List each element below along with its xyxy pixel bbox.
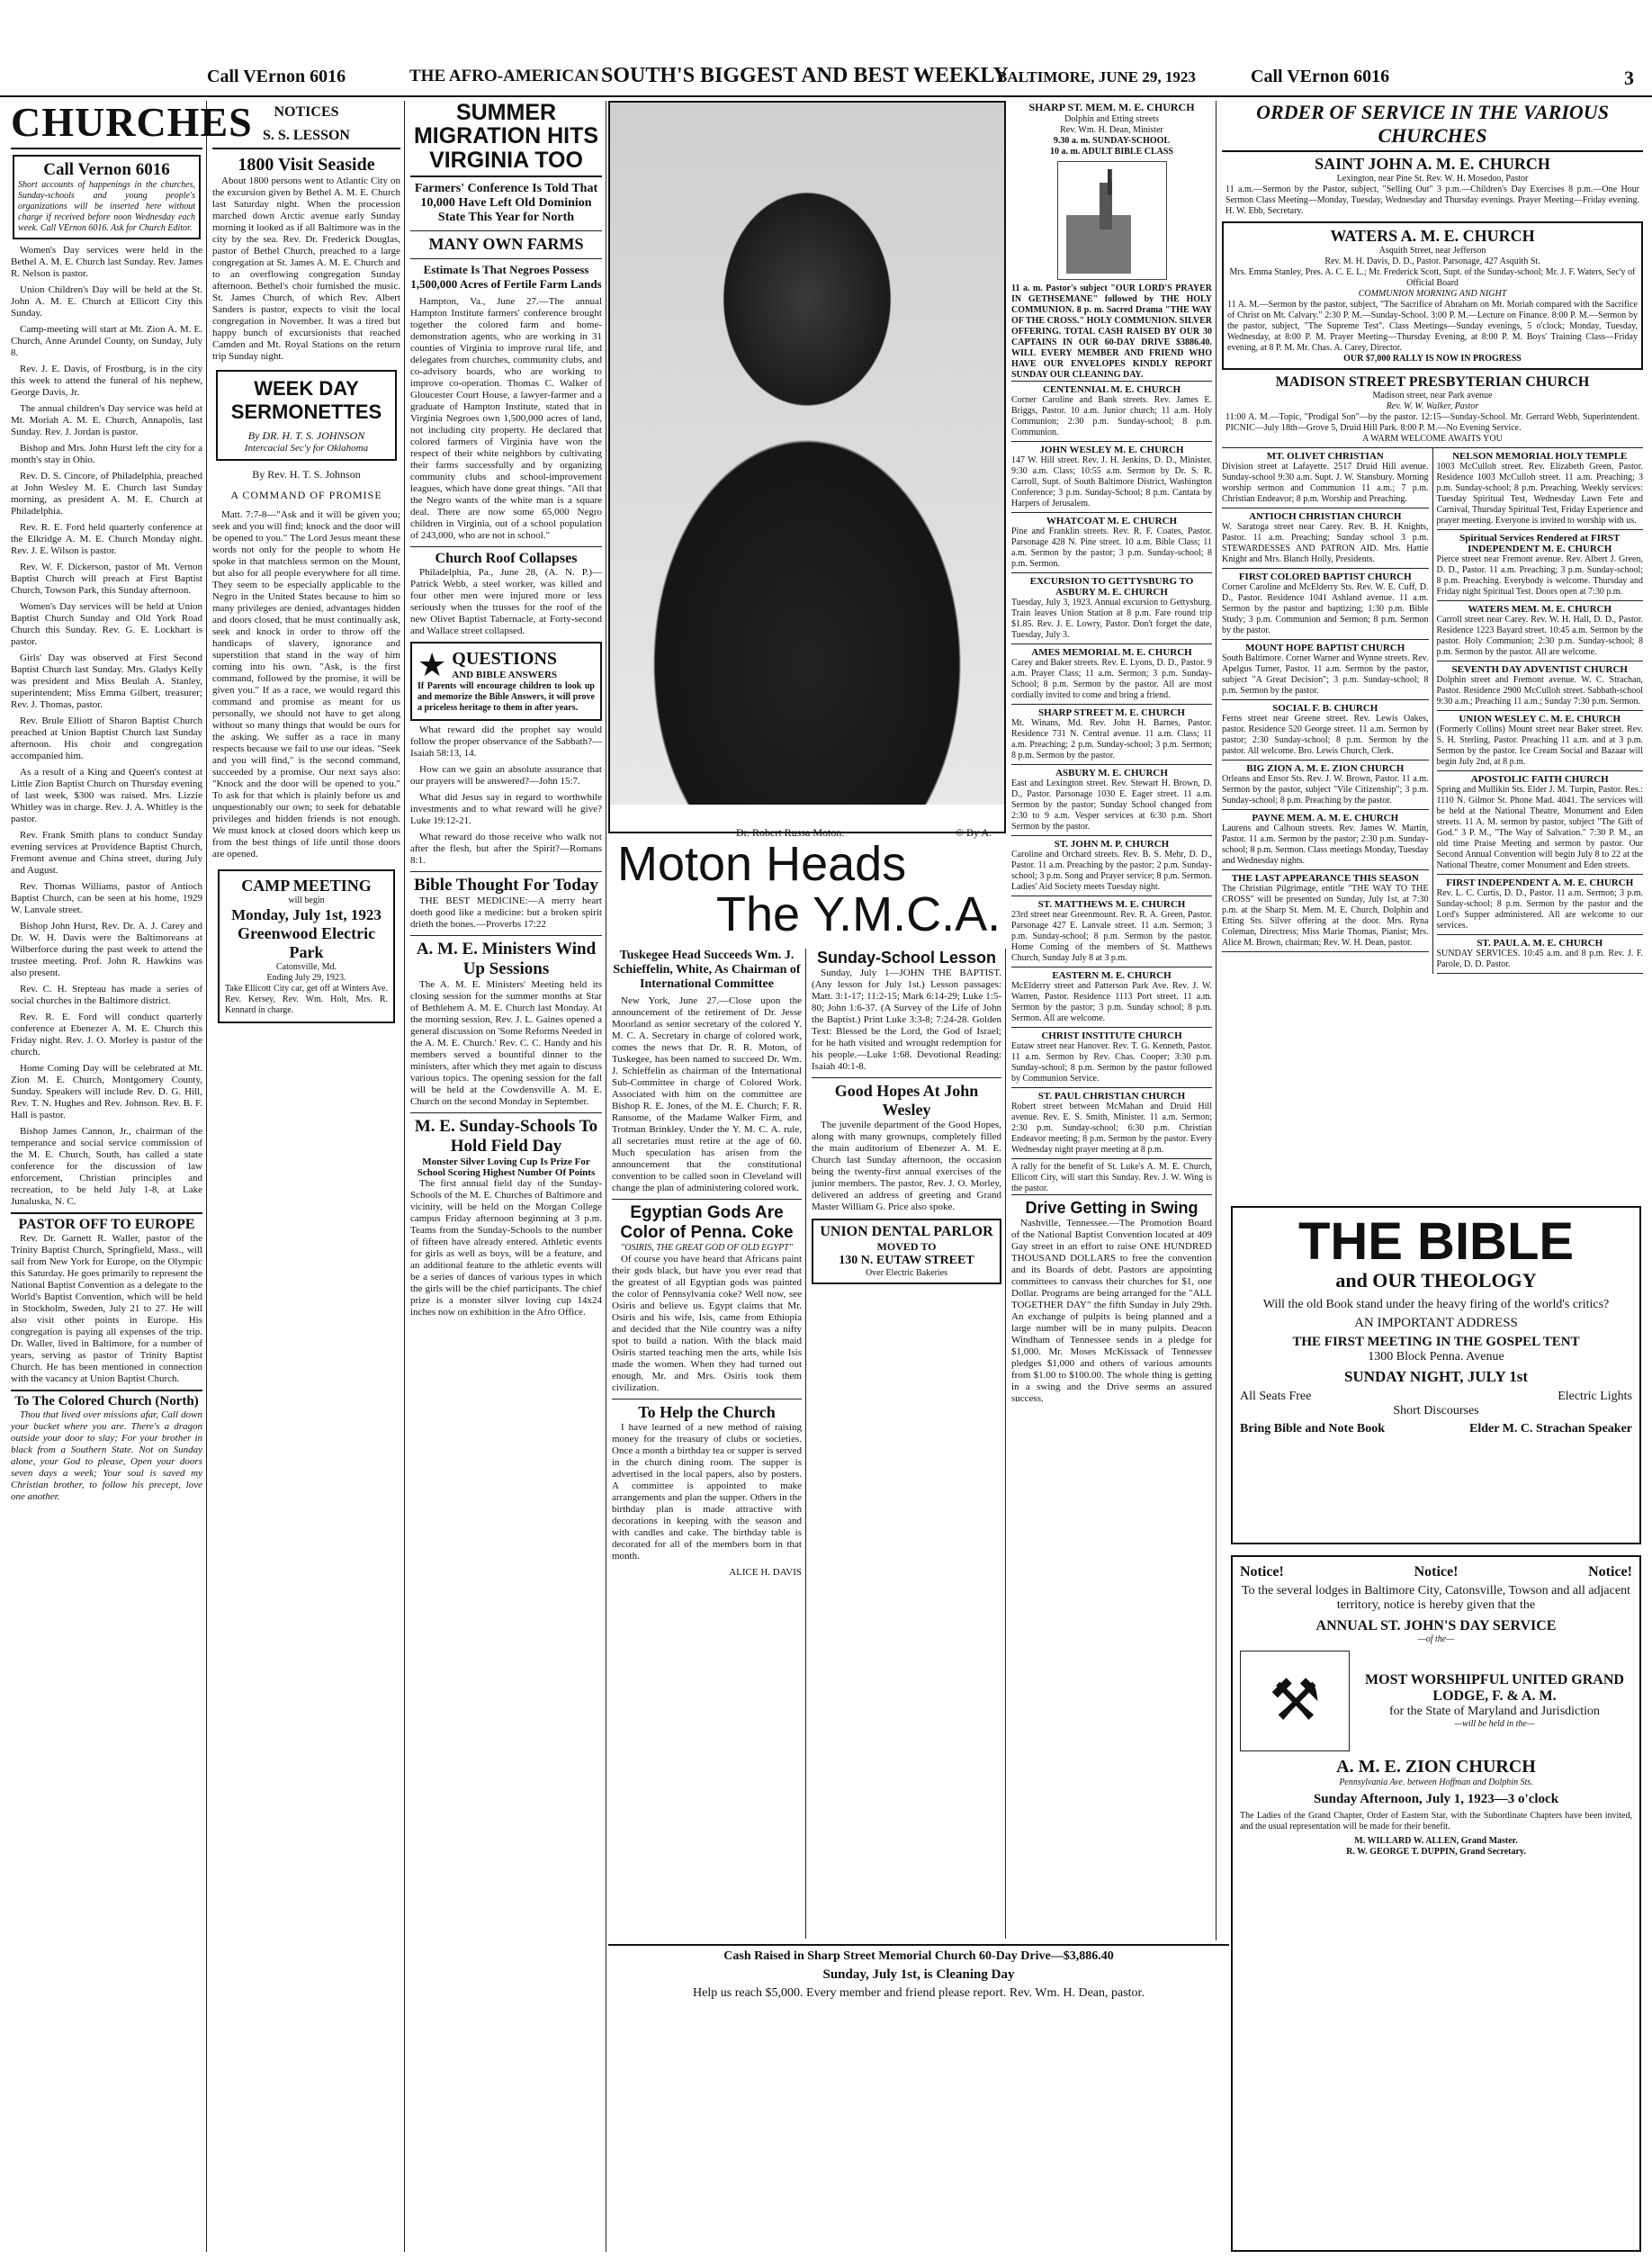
directory-column: [1008, 101, 1217, 1940]
cash-line2: Sunday, July 1st, is Cleaning Day: [822, 1967, 1015, 1982]
order-entry: [1222, 760, 1429, 810]
order-entry: [1222, 569, 1429, 640]
lesson-label: S. S. LESSON: [263, 128, 350, 143]
st-john-name: SAINT JOHN A. M. E. CHURCH: [1315, 155, 1550, 173]
sermonettes-box: [216, 370, 397, 461]
directory-entry-text: Carey and Baker streets. Rev. E. Lyons, D. D., Pastor. 9 a.m. Prayer Class; 11 a.m. Sermon; 3 p.m. Sunday-School; 8 p.m. Sermon by the pastor. All are most cordially invited to come and bring a friend.: [1011, 658, 1212, 700]
moton-body: [612, 995, 802, 1194]
order-entry: [1437, 448, 1644, 530]
notice-state: for the State of Maryland and Jurisdiction: [1388, 1705, 1601, 1718]
church-notice-item: Rev. Thomas Williams, pastor of Antioch Baptist Church, can be seen at his home, 1929 W. Lanvale street.: [11, 881, 202, 916]
directory-entry: [1011, 764, 1212, 835]
questions-title: QUESTIONS: [452, 649, 558, 670]
bible-ad-row2: [1240, 1422, 1632, 1436]
directory-entry-name: CHRIST INSTITUTE CHURCH: [1041, 1030, 1182, 1041]
migration-paragraph: Hampton, Va., June 27.—The annual Hampton Institute farmers' conference brought together the colored farm and home-demonstration agents, who are working in 31 counties of Virginia to improve rural life, and delegates from churches, community clubs, and co-advisory boards, who are working to improve co-operation. Thomas C. Walker of Gloucester Court House, a lawyer-farmer and a graduate of Hampton Institute, stated that in Virginia Negroes own 1,500,000 acres of land, not including city property. He declared that colored farmers of Virginia have won the respect of their white neighbors by cultivating their farms successfully and by organizing community clubs and school-improvement leagues, which have done great things. "All that the Negro wants of the white man is a square deal. There are now some 65,000 Negro children in Virginia, out of a school population of 243,000, who are not in school.": [410, 295, 602, 541]
lodge-notice-ad: [1231, 1555, 1641, 2252]
st-lukes-notice: A rally for the benefit of St. Luke's A. M. E. Church, Ellicott City, will start this Sunday. Rev. J. W. Wing is the pastor.: [1011, 1158, 1212, 1194]
church-notice-item: Rev. Brule Elliott of Sharon Baptist Church preached at Union Baptist Church last Sunday afternoon. His choir and congregation accompanied him.: [11, 716, 202, 762]
egypt-sub: "OSIRIS, THE GREAT GOD OF OLD EGYPT": [621, 1243, 793, 1253]
directory-entry-text: Corner Caroline and Bank streets. Rev. James E. Briggs, Pastor. 10 a.m. Junior church; 11 a.m. Holy Communion; 2:30 p.m. Sunday-school; 8 p.m. Communion.: [1011, 395, 1212, 437]
moton-title-line2: The Y.M.C.A.: [716, 887, 1001, 941]
bible-ad-row1: [1240, 1390, 1632, 1404]
order-entry-text: Spring and Mullikin Sts. Elder J. M. Turpin, Pastor. Res.: 1110 N. Gilmor St. Phone Mad. 4041. The services will be held at the National Theatre, Monument and Eden streets. 11 A. M. sermon by pastor, subject "The Gift of God." 3 P. M., "The Way of Salvation." 7:30 P. M., an old time Praise Meeting and sermon by pastor. Our Second Annual Convention will begin July 8 to 22 at the National Theatre, corner Monument and Eden streets.: [1436, 785, 1643, 870]
waters-rally: OUR $7,000 RALLY IS NOW IN PROGRESS: [1343, 354, 1522, 364]
camp-meeting-ad: [218, 869, 395, 1023]
order-entry-name: MT. OLIVET CHRISTIAN: [1266, 451, 1384, 462]
order-entry-text: The Christian Pilgrimage, entitle "THE WAY TO THE CROSS" will be presented on Sunday, July 1st, at 7:30 p.m. at the Sharp St. Mem. M. E. Church, Dolphin and Etting Sts. Silver offering at the door. Mrs. Ryna Coleman, Directress; Miss Marie Thomas, Pianist; Mrs. Alice M. Brown, chairman; Rev. W. H. Dean, pastor.: [1222, 884, 1429, 948]
europe-paragraph: Rev. Dr. Garnett R. Waller, pastor of the Trinity Baptist Church, Springfield, Mass., will sail from New York for Europe, on the Olympic this Saturday. He goes primarily to represent the National Baptist Convention as a delegate to the World's Baptist Convention, which will be held in Stockholm, Sweden, July 21 to 27. He will also visit other points in Europe. His congregation is paying all expenses of the trip. Dr. Waller, lived in Baltimore, for a number of years, serving as pastor of Trinity Baptist Church. He has been mentioned in connection with the vacancy at Union Baptist Church.: [11, 1233, 202, 1385]
directory-entry: [1011, 381, 1212, 441]
call-box-text: Short accounts of happenings in the churches, Sunday-schools and young people's organizations will be inserted here without charge if received before noon Wednesday each week. Call VErnon 6016. Ask for Church Editor.: [18, 180, 195, 234]
help-church-title: To Help the Church: [612, 1399, 802, 1422]
st-john-address: Lexington, near Pine St. Rev. W. H. Mosedoo, Pastor: [1336, 174, 1529, 184]
directory-entry-text: Caroline and Orchard streets. Rev. B. S. Mehr, D. D., Pastor. 11 a.m. Preaching by the pastor; 2 p.m. Sunday-school; 3 p.m. Song and Prayer service; 8 p.m. Sermon. Ladies' Aid Society meets Tuesday night.: [1011, 850, 1212, 892]
masthead-paper: THE AFRO-AMERICAN: [409, 67, 599, 86]
sermonettes-sub: Intercacial Sec'y for Oklahoma: [244, 443, 369, 454]
thought-body: [410, 896, 602, 931]
moton-portrait: [610, 103, 1004, 805]
directory-entry: [1011, 572, 1212, 644]
churches-header: [11, 99, 253, 149]
bible-ad-bring: Bring Bible and Note Book: [1240, 1422, 1386, 1436]
poem-title: To The Colored Church (North): [11, 1390, 202, 1409]
masthead-dateline: BALTIMORE, JUNE 29, 1923: [997, 68, 1196, 86]
bible-ad-place: 1300 Block Penna. Avenue: [1368, 1350, 1504, 1364]
church-notice-item: Rev. J. E. Davis, of Frostburg, is in the city this week to attend the funeral of his nephew, George Davis, Jr.: [11, 364, 202, 399]
sharp-street-pastor: Rev. Wm. H. Dean, Minister: [1060, 125, 1163, 135]
notice-event: ANNUAL ST. JOHN'S DAY SERVICE: [1315, 1618, 1557, 1634]
camp-title: CAMP MEETING: [241, 877, 372, 895]
notice-header-center: Notice!: [1414, 1564, 1459, 1580]
order-entry: [1222, 640, 1429, 700]
masonic-emblem-icon: ⚒: [1240, 1651, 1350, 1751]
notice-text: To the several lodges in Baltimore City, Catonsville, Towson and all adjacent territory, notice is hereby given that the: [1242, 1584, 1630, 1612]
bible-ad-short: Short Discourses: [1393, 1404, 1479, 1418]
waters-address: Asquith Street, near Jefferson: [1378, 246, 1486, 256]
notice-when: Sunday Afternoon, July 1, 1923—3 o'clock: [1313, 1792, 1559, 1806]
camp-town: Catonsville, Md.: [276, 962, 337, 972]
lesson-column: [808, 949, 1006, 1939]
church-notice-item: Union Children's Day will be held at the St. John A. M. E. Church at Ellicott City this Sunday.: [11, 284, 202, 320]
union-dental-sub: Over Electric Bakeries: [865, 1268, 948, 1278]
bible-ad-time: SUNDAY NIGHT, JULY 1st: [1343, 1368, 1529, 1385]
order-entry: [1222, 700, 1429, 760]
order-entry-text: Pierce street near Fremont avenue. Rev. Albert J. Green, D. D., Pastor. 11 a.m. Preaching; 3 p.m. Sunday-school; 8 p.m. Preaching. Everybody is welcome. Thursday and Friday night Spiritual Test. Doors open at 7:30 p.m.: [1436, 554, 1643, 597]
directory-entry-text: East and Lexington street. Rev. Stewart H. Brown, D. D., Pastor. Parsonage 1030 E. Eager street. 11 a.m. Sermon by the pastor; Sunday School changed from 2:30 to 9 a.m. Vesper services at 6:30 p.m. Short Sermon by the pastor.: [1011, 778, 1212, 832]
camp-place: Greenwood Electric Park: [237, 924, 376, 961]
egypt-paragraph: Of course you have heard that Africans paint their gods black, but have you ever read that the greatest of all Egyptian gods was painted the color of Pennsylvania coke? Well now, see Osiris and believe us. Egypt claims that Mr. Osiris and his wife, Isis, came from Ethiopia and decided that the Nile country was a nifty spot to build a nation. With the black maid Osiris started teaching men the arts, while Isis made the women. When they had turned out enough, Mr. and Mrs. Osiris took them civilization.: [612, 1254, 802, 1393]
directory-entry: [1011, 644, 1212, 704]
sunday-lesson-body: [812, 968, 1001, 1073]
me-sunday-deck: Monster Silver Loving Cup Is Prize For School Scoring Highest Number Of Points: [417, 1156, 596, 1178]
order-two-columns: [1222, 448, 1643, 974]
camp-text: Take Ellicott City car, get off at Winters Ave. Rev. Kersey, Rev. Wm. Holt, Mrs. R. Kennard in charge.: [225, 984, 388, 1015]
sermonettes-heading: A COMMAND OF PROMISE: [230, 489, 382, 501]
sharp-street-sunday: 9.30 a. m. SUNDAY-SCHOOL: [1053, 136, 1171, 146]
church-notice-item: Bishop James Cannon, Jr., chairman of the temperance and social service commission of the M. E. Church, South, has called a state conference for the discussion of law enforcement, Christian principles and recreation, to be held July 1-8, at Lake Junaluska, N. C.: [11, 1126, 202, 1208]
order-entry-text: Corner Caroline and McElderry Sts. Rev. W. E. Cuff, D. D., Pastor. Residence 1041 Ashland avenue. 11 a.m. Sermon by the pastor and baptizing; 1:30 p.m. Bible Study; 3 p.m. Communion and Sermon; 8 p.m. Sermon by the pastor.: [1222, 582, 1429, 635]
directory-entry-name: EXCURSION TO GETTYSBURG TO ASBURY M. E. CHURCH: [1029, 576, 1194, 598]
directory-entry-text: 147 W. Hill street. Rev. J. H. Jenkins, D. D., Minister. 9:30 a.m. Class; 10:55 a.m. Sermon by Dr. S. R. Carroll, Supt. of South Baltimore District, Washington Conference; 3 p.m. Sunday-School; 8 p.m. Cantata by Harpers of Jerusalem.: [1011, 455, 1212, 508]
church-notice-item: Home Coming Day will be celebrated at Mt. Zion M. E. Church, Montgomery County, Sunday. Speakers will include Rev. D. G. Hill, Rev. T. N. Hughes and Rev. Johnson. Rev. B. F. Hall is pastor.: [11, 1063, 202, 1121]
church-notice-list: [11, 245, 202, 1208]
sunday-lesson-title: Sunday-School Lesson: [816, 949, 997, 967]
notices-label: NOTICES: [274, 104, 339, 120]
union-dental-ad: [812, 1219, 1001, 1284]
madison-address: Madison street, near Park avenue: [1372, 391, 1493, 400]
order-entry: [1222, 448, 1429, 508]
masthead-phone-right: Call VErnon 6016: [1251, 67, 1390, 86]
notice-church: A. M. E. ZION CHURCH: [1336, 1757, 1536, 1777]
masthead-slogan: SOUTH'S BIGGEST AND BEST WEEKLY: [601, 64, 1009, 87]
order-entry: [1437, 935, 1644, 974]
visit-body: [212, 176, 400, 363]
directory-entry-text: 23rd street near Greenmount. Rev. R. A. Green, Pastor. Parsonage 427 E. Lanvale street. 11 a.m. Sermon; 3 p.m. Sunday-school; 8 p.m. Sermon by the pastor. Home Coming of the members of St. Matthews Church, Sunday July 8 at 3 p.m.: [1011, 910, 1212, 963]
bible-ad-speaker: Elder M. C. Strachan Speaker: [1469, 1422, 1632, 1436]
church-directory-list: [1011, 381, 1212, 1158]
notice-header-left: Notice!: [1240, 1564, 1284, 1580]
me-sunday-title: M. E. Sunday-Schools To Hold Field Day: [410, 1112, 602, 1156]
notice-location: Pennsylvania Ave. between Hoffman and Dolphin Sts.: [1339, 1778, 1533, 1787]
order-left-list: [1222, 448, 1433, 974]
order-entry-name: NELSON MEMORIAL HOLY TEMPLE: [1452, 451, 1628, 462]
order-entry-text: Rev. L. C. Curtis, D. D., Pastor. 11 a.m. Sermon; 3 p.m. Sunday-school; 8 p.m. Sermon by the pastor and the Lord's Supper administered. All are welcome to our services.: [1436, 888, 1643, 931]
order-entry: [1437, 530, 1644, 601]
bible-ad-meeting: THE FIRST MEETING IN THE GOSPEL TENT: [1292, 1335, 1580, 1349]
ame-ministers-paragraph: The A. M. E. Ministers' Meeting held its closing session for the summer months at Star of Bethlehem A. M. E. Church last Monday. At the morning session, Rev. J. L. Gaines opened a general discussion on 'Some Reforms Needed in the A. M. E. Church.' Rev. C. C. Handy and his members served a bountiful dinner to the ministers, after which they met again to discuss various topics. The opening session for the fall will be held at the Cowdensville A. M. E. Church on the second Monday in September.: [410, 978, 602, 1107]
order-entry-text: 1003 McCulloh street. Rev. Elizabeth Green, Pastor. Residence 1003 McCulloh street. 11 a.m. Preaching; 3 p.m. Sunday-school; 8 p.m. Preaching. Weekly services: Tuesday Spiritual Test, Wednesday Lawn Fete and Carnival, Thursday Spiritual Test, Friday Experience and prayer meeting. Everyone is invited to worship with us.: [1436, 462, 1643, 526]
order-entry-name: APOSTOLIC FAITH CHURCH: [1470, 774, 1609, 785]
question-4: What reward do those receive who walk not after the flesh, but after the Spirit?—Romans 8:1.: [410, 831, 602, 866]
sharp-street-address: Dolphin and Etting streets: [1064, 114, 1159, 124]
migration-deck2: MANY OWN FARMS: [410, 230, 602, 254]
drive-body: [1011, 1218, 1212, 1405]
order-entry-text: W. Saratoga street near Carey. Rev. B. H. Knights, Pastor. 11 a.m. Preaching; Sunday school 3 p.m. STEWARDESSES AND PATRON AID. Mrs. Hattie Knight and Mrs. Blanch Holly, Presidents.: [1222, 522, 1429, 564]
order-entry-name: SOCIAL F. B. CHURCH: [1272, 703, 1378, 714]
notice-header-row: [1240, 1564, 1632, 1580]
order-entry-name: THE LAST APPEARANCE THIS SEASON: [1231, 873, 1419, 884]
sharp-street-adult: 10 a. m. ADULT BIBLE CLASS: [1050, 147, 1173, 157]
waters-pastor: Rev. M. H. Davis, D. D., Pastor. Parsonage, 427 Asquith St.: [1324, 256, 1540, 266]
roof-title: Church Roof Collapses: [410, 546, 602, 567]
directory-entry-name: ST. JOHN M. P. CHURCH: [1054, 839, 1170, 850]
thought-paragraph: THE BEST MEDICINE:—A merry heart doeth good like a medicine: but a broken spirit drieth the bones.—Proverbs 17:22: [410, 895, 602, 930]
visit-paragraph: About 1800 persons went to Atlantic City on the excursion given by Bethel A. M. E. Church last Saturday night. When the procession marched down Arctic avenue early Sunday morning it looked as if all Baltimore was in the city by the sea. Rev. Dr. Frederick Douglas, pastor of Bethel Church, preached to a large congregation at St. James A. M. E. Church and to an overflowing congregation Sunday afternoon. Bethel's choir furnished the music. St. James Church, of which Rev. Albert Sanders is pastor, expects to visit the local congregation in November. It was a tired but happy bunch of excursionists that reached Camden and Mt. Royal Stations on the return trip Sunday night.: [212, 176, 400, 362]
waters-officers: Mrs. Emma Stanley, Pres. A. C. E. L.; Mr. Frederick Scott, Supt. of the Sunday-school; Mr. J. F. Waters, Sec'y of Official Board: [1229, 267, 1636, 288]
directory-entry-name: ST. MATTHEWS M. E. CHURCH: [1037, 899, 1186, 910]
directory-entry-text: Tuesday, July 3, 1923. Annual excursion to Gettysburg. Train leaves Union Station at 8 p.m. Fare round trip $1.85. Rev. J. E. Lowry, Pastor. Don't forget the date, Tuesday, July 3.: [1011, 598, 1212, 640]
waters-ame: [1222, 221, 1643, 370]
church-notice-item: Bishop John Hurst, Rev. Dr. A. J. Carey and Dr. W. H. Davis were the Baltimoreans at Wilberforce during the past week to attend the trustee meeting. Prof. John R. Hawkins was also present.: [11, 921, 202, 979]
order-entry-text: South Baltimore. Corner Warner and Wynne streets. Rev. Apelgus Turner, Pastor. 11 a.m. Sermon by the pastor, subject "A Great Decision"; 3 p.m. Sunday-school; 8 p.m. Sermon by the pastor.: [1222, 653, 1429, 696]
church-notice-item: Rev. Frank Smith plans to conduct Sunday evening services at Providence Baptist Church, Fremont avenue and China street, during July and August.: [11, 830, 202, 877]
roof-paragraph: Philadelphia, Pa., June 28, (A. N. P.)—Patrick Webb, a steel worker, was killed and four other men were injured more or less seriously when the trusses for the roof of the new Olivet Baptist Tabernacle, at Forty-second and Wallace street collapsed.: [410, 566, 602, 636]
union-dental-address: 130 N. EUTAW STREET: [839, 1254, 974, 1267]
drive-title: Drive Getting in Swing: [1011, 1194, 1212, 1218]
europe-title: PASTOR OFF TO EUROPE: [11, 1212, 202, 1233]
directory-entry: [1011, 967, 1212, 1027]
notice-header-right: Notice!: [1588, 1564, 1632, 1580]
poem-paragraph: Thou that lived over missions afar, Call down your bucket where you are. There's a dragon outside your door to slay; For your brother in black from a Southern State. Not on Sunday alone, your God to please, Open your doors seven days a week; Your soul is saved my Christian brother, to follow his precept, love one another.: [11, 1409, 202, 1503]
ame-ministers-title: A. M. E. Ministers Wind Up Sessions: [410, 935, 602, 979]
help-church-paragraph: I have learned of a new method of raising money for the treasury of clubs or societies. Once a month a birthday tea or supper is served in the church dining room. The supper is advertised in the local papers, also by posters. A committee is appointed to make arrangements and plan the supper. Others in the birthday plan is made attractive with decorations in keeping with the season and with candles and cake. The birthday table is decorated for all of the members born in that month.: [612, 1422, 802, 1562]
church-notice-item: Women's Day services were held in the Bethel A. M. E. Church last Sunday. Rev. James R. Nelson is pastor.: [11, 245, 202, 280]
church-notice-item: Women's Day services will be held at Union Baptist Church Sunday and Old York Road Church this Sunday. Rev. G. E. Lockhart is pastor.: [11, 601, 202, 648]
moton-title-line1: Moton Heads: [617, 837, 907, 891]
cash-banner: [608, 1944, 1229, 2030]
notice-sig2: R. W. GEORGE T. DUPPIN, Grand Secretary.: [1346, 1847, 1526, 1857]
notice-sig1: M. WILLARD W. ALLEN, Grand Master.: [1354, 1836, 1518, 1846]
order-entry-text: (Formerly Collins) Mount street near Baker street. Rev. S. H. Sterling, Pastor. Preaching 11 a.m. and at 3 p.m. Sermon by the pastor. Ice Cream Social and Bazaar will begin July 2nd, at 8 p.m.: [1436, 724, 1643, 767]
order-entry-text: Carroll street near Carey. Rev. W. H. Hall, D. D., Pastor. Residence 1223 Bayard street. 10:45 a.m. Sermon by the pastor. Holy Communion; 2:30 p.m. Sunday-school; 8 p.m. Sermon by the pastor. All are welcome.: [1436, 615, 1643, 657]
directory-entry: [1011, 1027, 1212, 1087]
camp-ending: Ending July 29, 1923.: [266, 973, 346, 983]
sharp-street-text: 11 a. m. Pastor's subject "OUR LORD'S PRAYER IN GETHSEMANE" followed by THE HOLY COMMUNION. 8 p. m. Sacred Drama "THE WAY OF THE CROSS." HOLY COMMUNION. SILVER OFFERING. TOTAL CASH RAISED BY OUR 30 CAPTAINS IN OUR 60-DAY DRIVE $3886.40. WILL EVERY MEMBER AND FRIEND WHO HAVE OUR ENVELOPES KINDLY REPORT SUNDAY OUR CLEANING DAY.: [1011, 284, 1212, 380]
directory-entry: [1011, 835, 1212, 896]
directory-entry: [1011, 1087, 1212, 1158]
notices-header: [212, 101, 400, 149]
st-john-ame: [1222, 152, 1643, 220]
call-box: [13, 155, 201, 239]
order-entry: [1437, 875, 1644, 935]
sermonettes-column: [209, 101, 405, 2252]
union-dental-title: UNION DENTAL PARLOR: [820, 1224, 993, 1239]
sunday-lesson-paragraph: Sunday, July 1—JOHN THE BAPTIST. (Any lesson for July 1st.) Lesson passages: Matt. 3:1-17; 11:2-15; Mark 6:14-29; Luke 1:5-80; John 1:6-37. (A Survey of the Life of John the Baptist.) Print Luke 3:3-8; 7:24-28. Golden Text: Blessed be the Lord, the God of Israel; for he hath visited and wrought redemption for his people.—Luke 1:68. Devotional Reading: Isaiah 40:1-8.: [812, 968, 1001, 1072]
questions-header: [417, 646, 595, 683]
order-entry-text: Ferns street near Greene street. Rev. Lewis Oakes, pastor. Residence 520 George street. 11 a.m. Sermon by pastor; 2:30 Sunday-school; 8 p.m. Sermon by the pastor. All welcome. Bro. Lewis Church, Clerk.: [1222, 714, 1429, 756]
church-notice-item: Rev. R. E. Ford held quarterly conference at the Elkridge A. M. E. Church Monday night. Rev. J. E. Wilson is pastor.: [11, 522, 202, 557]
order-title: ORDER OF SERVICE IN THE VARIOUS CHURCHES: [1222, 101, 1643, 152]
order-entry-text: Dolphin street and Fremont avenue. W. C. Strachan, Pastor. Residence 2900 McCulloh street. Sabbath-school 9:30 a.m.; Preaching 11 a.m.; Sunday 7:30 p.m. Sermon.: [1436, 675, 1643, 706]
visit-title: 1800 Visit Seaside: [238, 155, 375, 175]
bible-ad-sub: and OUR THEOLOGY: [1335, 1269, 1537, 1292]
good-hopes-body: [812, 1120, 1001, 1213]
bible-ad-title: THE BIBLE: [1297, 1212, 1575, 1271]
directory-entry: [1011, 441, 1212, 512]
sermonettes-byline: By DR. H. T. S. JOHNSON: [247, 429, 365, 442]
help-church-signature: ALICE H. DAVIS: [729, 1567, 802, 1578]
moton-photo-frame: [608, 101, 1006, 839]
questions-text: If Parents will encourage children to look up and memorize the Bible Answers, it will prove a priceless heritage to them in after years.: [417, 680, 595, 713]
order-entry-name: SEVENTH DAY ADVENTIST CHURCH: [1451, 664, 1628, 675]
order-entry-name: Spiritual Services Rendered at FIRST INDEPENDENT M. E. CHURCH: [1459, 533, 1621, 554]
moton-headline: [608, 839, 1006, 945]
order-entry-name: FIRST INDEPENDENT A. M. E. CHURCH: [1446, 878, 1634, 888]
order-entry: [1437, 771, 1644, 875]
migration-title: SUMMER MIGRATION HITS VIRGINIA TOO: [410, 101, 602, 177]
roof-body: [410, 567, 602, 637]
notice-detail: The Ladies of the Grand Chapter, Order of Eastern Star, with the Subordinate Chapters have been invited, and the usual representation will be made for their benefit.: [1240, 1811, 1632, 1832]
questions-list: [410, 724, 602, 867]
ame-ministers-body: [410, 979, 602, 1108]
question-1: What reward did the prophet say would follow the proper observance of the Sabbath?—Isaiah 58:13, 14.: [410, 724, 602, 759]
directory-entry: [1011, 512, 1212, 572]
church-building-illustration: [1057, 161, 1167, 280]
directory-entry-name: CENTENNIAL M. E. CHURCH: [1042, 384, 1181, 395]
me-sunday-body: [410, 1178, 602, 1318]
madison-presbyterian: [1222, 372, 1643, 448]
egypt-title: Egyptian Gods Are Color of Penna. Coke: [612, 1199, 802, 1243]
directory-entry-name: ST. PAUL CHRISTIAN CHURCH: [1037, 1091, 1186, 1102]
directory-entry-name: EASTERN M. E. CHURCH: [1052, 970, 1172, 981]
poem-text: [11, 1409, 202, 1503]
directory-entry-name: JOHN WESLEY M. E. CHURCH: [1039, 445, 1184, 455]
cash-line1: Cash Raised in Sharp Street Memorial Church 60-Day Drive—$3,886.40: [723, 1949, 1114, 1963]
notice-lodge: MOST WORSHIPFUL UNITED GRAND LODGE, F. & A. M.: [1365, 1672, 1624, 1704]
masthead: [0, 56, 1652, 97]
page-number: 3: [1624, 67, 1634, 89]
church-notice-item: The annual children's Day service was held at Mt. Moriah A. M. E. Church, Annapolis, last Sunday. Rev. J. Jordan is pastor.: [11, 403, 202, 438]
order-entry-name: ANTIOCH CHRISTIAN CHURCH: [1249, 511, 1402, 522]
migration-deck1: Farmers' Conference Is Told That 10,000 Have Left Old Dominion State This Year for North: [414, 181, 598, 224]
churches-title: CHURCHES: [11, 99, 253, 145]
camp-will-begin: will begin: [288, 896, 325, 905]
thought-title: Bible Thought For Today: [410, 871, 602, 896]
help-church-body: [612, 1422, 802, 1562]
questions-sub: AND BIBLE ANSWERS: [452, 670, 558, 681]
directory-entry-text: Eutaw street near Hanover. Rev. T. G. Kenneth, Pastor. 11 a.m. Sermon by Rev. Chas. Cooper; 3:30 p.m. Sunday-school; 8 p.m. Sermon by the pastor followed by Communion Service.: [1011, 1041, 1212, 1084]
order-entry: [1437, 711, 1644, 771]
bible-ad-seats: All Seats Free: [1240, 1390, 1312, 1403]
sharp-street-title: SHARP ST. MEM. M. E. CHURCH: [1028, 101, 1195, 113]
church-notice-item: Camp-meeting will start at Mt. Zion A. M. E. Church, Anne Arundel County, on Sunday, July 8.: [11, 324, 202, 359]
bible-ad-lights: Electric Lights: [1558, 1390, 1632, 1403]
egypt-body: [612, 1254, 802, 1394]
directory-entry-name: AMES MEMORIAL M. E. CHURCH: [1031, 647, 1192, 658]
order-entry-text: Orleans and Ensor Sts. Rev. J. W. Brown, Pastor. 11 a.m. Sermon by the pastor, subject "Vile Citizenship"; 3 p.m. Sunday-school; 8 p.m. Preaching by the pastor.: [1222, 774, 1429, 806]
sermonettes-paragraph: Matt. 7:7-8—"Ask and it will be given you; seek and you will find; knock and the door will be opened to you." The Lord Jesus meant these words not only for the people to whom He spoke in that matchless sermon on the Mount, but also for all people everywhere for all time. They seem to be especially applicable to the Negro in the United States because to him so many privileges are denied, advantages hidden and doors closed, that he must continually ask, seek and knock in order to throw off the handicaps of slavery, ignorance and superstition that stand in the way of him coming into his own. "Ask, is the first command, followed by the promise, it will be given you." If as a race, we would regard this command and promise as meant for us personally, we should not have to get along without so many things that would be ours for the asking. We suffer as a race in many respects because we fail to use our ideas. "Seek and you will find," is the second command, succeeded by a promise. Our next says also: "Knock and the door will be opened to you." To ask for that which is plainly before us and unquestionably our own; to seek for debatable privileges and hidden friends is not enough. We must knock at closed doors which keep us from the best things of life until those doors are opened.: [212, 509, 400, 860]
questions-box: [410, 642, 602, 721]
notice-held: —will be held in the—: [1454, 1719, 1535, 1729]
notice-of: —of the—: [1417, 1634, 1455, 1644]
order-entry-name: FIRST COLORED BAPTIST CHURCH: [1238, 572, 1412, 582]
church-notice-item: Bishop and Mrs. John Hurst left the city for a month's stay in Ohio.: [11, 443, 202, 466]
order-of-service: [1218, 101, 1647, 1192]
church-notice-item: As a result of a King and Queen's contest at Little Zion Baptist Church on Thursday evening of last week, $300 was raised. Mrs. Lizzie Whitley was in charge. Rev. J. A. Whitley is the pastor.: [11, 767, 202, 825]
churches-column: [7, 99, 253, 2252]
church-notice-item: Rev. C. H. Stepteau has made a series of social churches in the Baltimore district.: [11, 984, 202, 1007]
order-entry-name: UNION WESLEY C. M. E. CHURCH: [1459, 714, 1621, 724]
directory-entry-text: Mt. Winans, Md. Rev. John H. Barnes, Pastor. Residence 731 N. Central avenue. 11 a.m. Class; 11 a.m. Preaching; 2 p.m. Sunday-school; 3 p.m. Sermon; 8 p.m. Sermon by the pastor.: [1011, 718, 1212, 760]
order-entry: [1437, 601, 1644, 662]
waters-text: 11 A. M.—Sermon by the pastor, subject, "The Sacrifice of Abraham on Mt. Moriah compared with the Sacrifice of Christ on Mt. Calvary." 2:30 P. M.—Sunday-School. 3:00 P. M.—Lecture on Finance. 8:00 P. M.—Sermon by the pastor, subject, "The Supreme Test". Class Meetings—Sunday evenings, 5 o'clock; Monday, Tuesday, Wednesday, at 8:00 P. M. Prayer Meeting—Thursday Evening, at 8:00 P. M. Boys' Training Class—Friday evening, at 8 P. M. Mr. Chas. A. Carey, Director.: [1227, 300, 1638, 353]
bible-ad: [1231, 1206, 1641, 1544]
order-entry-name: MOUNT HOPE BAPTIST CHURCH: [1245, 643, 1405, 653]
waters-communion: COMMUNION MORNING AND NIGHT: [1358, 289, 1507, 299]
sermonettes-body: [212, 509, 400, 860]
sermonettes-author: By Rev. H. T. S. Johnson: [252, 468, 361, 481]
good-hopes-title: Good Hopes At John Wesley: [812, 1077, 1001, 1120]
moton-column: [608, 949, 806, 1939]
masthead-phone-left: Call VErnon 6016: [207, 67, 346, 86]
europe-text: [11, 1233, 202, 1385]
directory-entry-text: Pine and Franklin streets. Rev. R. F. Coates, Pastor. Parsonage 428 N. Pine street. 10 a.m. Bible Class; 11 a.m. Sermon by the pastor; 3 p.m. Sunday-school; 8 p.m. Sermon.: [1011, 526, 1212, 569]
star-icon: ★: [417, 646, 447, 683]
directory-entry-name: ASBURY M. E. CHURCH: [1055, 768, 1168, 778]
order-entry: [1222, 508, 1429, 569]
call-box-title: Call Vernon 6016: [43, 160, 170, 180]
madison-welcome: A WARM WELCOME AWAITS YOU: [1362, 434, 1503, 444]
waters-name: WATERS A. M. E. CHURCH: [1330, 227, 1535, 245]
order-entry: [1222, 810, 1429, 870]
directory-entry: [1011, 896, 1212, 967]
notice-lodge-row: [1240, 1651, 1632, 1751]
bible-ad-question: Will the old Book stand under the heavy firing of the world's critics?: [1262, 1298, 1610, 1311]
order-entry-text: SUNDAY SERVICES. 10:45 a.m. and 8 p.m. Rev. J. F. Parole, D. D. Pastor.: [1436, 949, 1643, 969]
order-entry: [1222, 870, 1429, 952]
order-entry-name: ST. PAUL A. M. E. CHURCH: [1477, 938, 1603, 949]
directory-entry: [1011, 704, 1212, 764]
me-sunday-paragraph: The first annual field day of the Sunday-Schools of the M. E. Churches of Baltimore and vicinity, will be held on the Morgan College campus Friday afternoon beginning at 3 p.m. Teams from the Sunday-Schools to the number of fifteen have already entered. Athletic events for girls as well as boys, will be a feature, and an additional feature to the athletic events will be a series of dances of various types in which the girls will be the chief participants. The chief prize is a monster silver loving cup 14x24 inches now on exhibition in the Afro Office.: [410, 1177, 602, 1318]
news-column: [407, 101, 606, 2252]
question-2: How can we gain an absolute assurance that our prayers will be answered?—John 15:7.: [410, 763, 602, 787]
good-hopes-paragraph: The juvenile department of the Good Hopes, along with many grownups, completely filled the main auditorium of Ebenezer A. M. E. Church last Sunday afternoon, the occasion being the twenty-first annual exercises of the junior members. The pastor, Rev. J. O. Morley, delivered an address of greeting and Grand Master William G. Price also spoke.: [812, 1120, 1001, 1212]
union-dental-moved: MOVED TO: [876, 1240, 937, 1253]
migration-body: [410, 296, 602, 542]
church-notice-item: Rev. R. E. Ford will conduct quarterly conference at Ebenezer A. M. E. Church this Friday night. Rev. J. O. Morley is pastor of the church.: [11, 1012, 202, 1058]
bible-ad-announce: AN IMPORTANT ADDRESS: [1354, 1316, 1518, 1330]
order-entry-name: WATERS MEM. M. E. CHURCH: [1468, 604, 1612, 615]
cash-line3: Help us reach $5,000. Every member and friend please report. Rev. Wm. H. Dean, pastor.: [693, 1986, 1145, 2000]
order-entry-name: PAYNE MEM. A. M. E. CHURCH: [1252, 813, 1399, 824]
order-entry: [1437, 662, 1644, 711]
directory-entry-text: Robert street between McMahan and Druid Hill avenue. Rev. E. S. Smith, Minister. 11 a.m. Sermon; 2:30 p.m. Sunday-school; 6:30 p.m. Christian Endeavor meeting; 8 p.m. Sermon by the pastor. Every Wednesday night prayer meeting at 8 p.m.: [1011, 1102, 1212, 1155]
church-notice-item: Rev. W. F. Dickerson, pastor of Mt. Vernon Baptist Church will preach at First Baptist Church, Towson Park, this Sunday afternoon.: [11, 562, 202, 597]
order-entry-name: BIG ZION A. M. E. ZION CHURCH: [1246, 763, 1405, 774]
directory-entry-text: McElderry street and Patterson Park Ave. Rev. J. W. Warren, Pastor. Residence 1113 Port street. 11 a.m. Sermon by the pastor; 3 p.m. Sunday school; 8 p.m. Sermon. All are welcome.: [1011, 981, 1212, 1023]
question-3: What did Jesus say in regard to worthwhile investments and to what reward will he give? Luke 19:12-21.: [410, 791, 602, 826]
order-entry-text: Division street at Lafayette. 2517 Druid Hill avenue. Sunday-school 9:30 a.m. Supt. J. W. Stansbury. Morning worship sermon and Communion 11 a.m.; 7 p.m. Christian Endeavor; 8 p.m. Worship and Preaching.: [1222, 462, 1429, 504]
moton-deck: Tuskegee Head Succeeds Wm. J. Schieffelin, White, As Chairman of International Committee: [613, 949, 801, 991]
camp-date: Monday, July 1st, 1923: [231, 906, 382, 923]
directory-entry-name: SHARP STREET M. E. CHURCH: [1038, 707, 1185, 718]
church-notice-item: Rev. D. S. Cincore, of Philadelphia, preached at John Wesley M. E. Church last Sunday morning, as president A. M. E. Church at Philadelphia.: [11, 471, 202, 518]
sermonettes-title: WEEK DAY SERMONETTES: [230, 377, 382, 423]
order-right-list: [1433, 448, 1644, 974]
church-notice-item: Girls' Day was observed at First Second Baptist Church last Sunday. Mrs. Gladys Kelly was president and Miss Beulah A. Stanley, superintendent; Miss Emma Gilbert, treasurer; Rev. J. Thomas, pastor.: [11, 652, 202, 711]
photo-credit: © By A.: [955, 826, 992, 839]
directory-entry-name: WHATCOAT M. E. CHURCH: [1046, 516, 1178, 526]
madison-name: MADISON STREET PRESBYTERIAN CHURCH: [1275, 374, 1590, 390]
madison-pastor: Rev. W. W. Walker, Pastor: [1386, 401, 1479, 411]
photo-caption: Dr. Robert Russa Moton.: [736, 826, 845, 839]
moton-paragraph: New York, June 27.—Close upon the announcement of the retirement of Dr. Jesse Moorland as senior secretary of the colored Y. M. C. A. Secretary in charge of colored work, comes the news that Dr. R. R. Moton, of Tuskegee, has been named to succeed Dr. Wm. J. Schieffelin as chairman of the International Sub-Committee in charge of Colored Work. Associated with him on the committee are Bishop R. E. Jones, of the M. E. Church; F. R. Ransome, of the Madame Walker Firm, and Trotman Brinkley. Under the Y. M. C. A. rule, all secretaries must retire at the age of 60. Much speculation has arisen from the announcement that the constitutional convention to be called soon in Cleveland will change the plan of administering colored work.: [612, 995, 802, 1193]
madison-text: 11:00 A. M.—Topic, "Prodigal Son"—by the pastor. 12:15—Sunday-School. Mr. Gerrard Webb, Superintendent. PICNIC—July 18th—Grove 5, Druid Hill Park. 8:00 P. M.—No Evening Service.: [1226, 412, 1639, 433]
migration-deck3: Estimate Is That Negroes Possess 1,500,000 Acres of Fertile Farm Lands: [410, 258, 602, 292]
drive-paragraph: Nashville, Tennessee.—The Promotion Board of the National Baptist Convention located at 409 Gay street in an effort to raise ONE HUNDRED THOUSAND DOLLARS to free the convention and its Boards of debt. Pastors are appointing committees to canvass their churches for $1, one Dollar. Programs are being arranged for the "ALL TOGETHER DAY" the fifth Sunday in July 29th. An exchange of pulpits is being planned and a large number will be in many pulpits. Deacon Windham of Tennessee sends in a pledge for $1,000. Mr. Moses McKissack of Tennessee pledges $1,000 and others of various amounts from $1.00 to $100.00. The whole thing is getting in a swing and the Drive seems an assured success.: [1011, 1218, 1212, 1404]
order-entry-text: Laurens and Calhoun streets. Rev. James W. Martin, Pastor. 11 a.m. Sermon by the pastor; 2:30 p.m. Sunday-school; 8 p.m. Sermon. Class meetings Monday, Tuesday and Wednesday nights.: [1222, 824, 1429, 866]
st-john-text: 11 a.m.—Sermon by the Pastor, subject, "Selling Out" 3 p.m.—Children's Day Exercises 8 p.m.—One Hour Sermon Class Meeting—Monday, Tuesday, Wednesday and Thursday evenings. Prayer Meeting—Friday evening. H. W. Ebb, Secretary.: [1226, 184, 1639, 216]
